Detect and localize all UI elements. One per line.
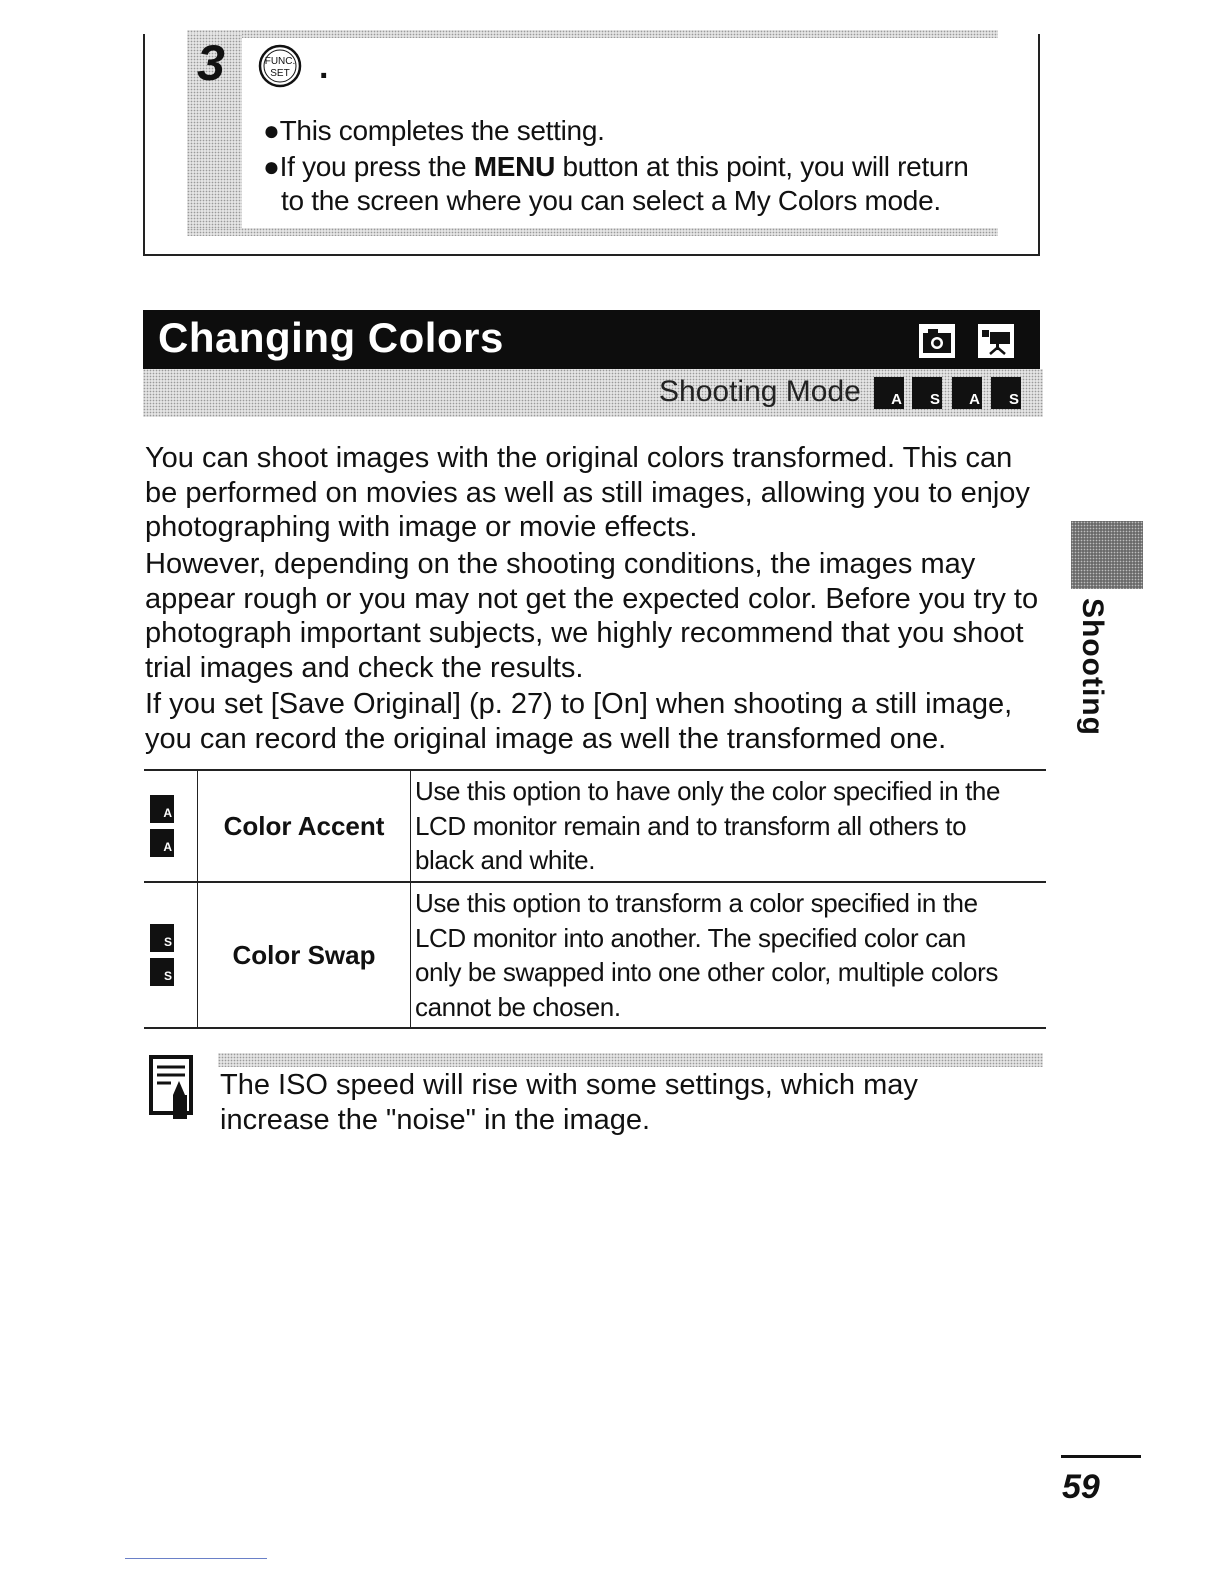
section-tab-label: Shooting xyxy=(1076,598,1109,736)
desc-line: LCD monitor into another. The specified color can xyxy=(415,922,966,953)
movie-icon xyxy=(978,324,1014,358)
color-swap-icon: S xyxy=(150,924,174,952)
movie-color-swap-icon: S xyxy=(991,377,1021,409)
func-set-button-icon xyxy=(258,44,302,88)
warning-paragraph: However, depending on the shooting conditions, the images may appear rough or you may not get the expected color. Before you try to photograph important subjects, we highly recommend that you shoot trial images and check the results. xyxy=(145,548,1039,684)
table-row xyxy=(144,882,1046,1028)
desc-line: only be swapped into one other color, multiple colors xyxy=(415,957,998,987)
movie-color-swap-icon: S xyxy=(150,958,174,986)
bullet-icon: ● xyxy=(263,115,280,146)
note-icon xyxy=(149,1055,197,1121)
step-bullet-2 xyxy=(263,150,969,184)
footer-rule xyxy=(125,1558,267,1559)
color-accent-icon: A xyxy=(874,377,904,409)
step-box-bottom-shading xyxy=(187,228,998,236)
mode-description xyxy=(411,882,1047,1028)
menu-button-label: MENU xyxy=(473,151,555,182)
section-title: Changing Colors xyxy=(158,314,504,361)
color-accent-icon: A xyxy=(150,795,174,823)
row-icons xyxy=(144,882,198,1028)
intro-paragraph: You can shoot images with the original colors transformed. This can be performed on movies as well as still images, allowing you to enjoy photographing with image or movie effects. xyxy=(145,442,1030,543)
step-bullet-1 xyxy=(263,114,605,148)
step-bullet-2-pre: If you press the xyxy=(279,151,474,182)
save-original-paragraph: If you set [Save Original] (p. 27) to [On] when shooting a still image, you can record the original image as well the transformed one. xyxy=(145,688,1013,755)
page-number: 59 xyxy=(1062,1468,1100,1506)
row-icons xyxy=(144,770,198,882)
step-period: . xyxy=(319,48,329,86)
step-number: 3 xyxy=(197,35,225,91)
bullet-icon: ● xyxy=(263,151,280,182)
step-bullet-2-line-2: to the screen where you can select a My Colors mode. xyxy=(281,185,941,216)
svg-text:FUNC.: FUNC. xyxy=(264,56,296,67)
table-row xyxy=(144,770,1046,882)
mode-description xyxy=(411,770,1047,882)
mode-name: Color Accent xyxy=(198,770,411,882)
desc-line: cannot be chosen. xyxy=(415,991,621,1022)
shooting-mode-strip xyxy=(143,369,1043,417)
page-number-rule xyxy=(1061,1455,1141,1458)
step-bullet-2-post: button at this point, you will return xyxy=(555,151,969,182)
note-shading xyxy=(218,1053,1043,1067)
step-bullet-1-text: This completes the setting. xyxy=(279,115,605,146)
note-text: The ISO speed will rise with some settings, which may increase the "noise" in the image. xyxy=(220,1069,918,1136)
section-header xyxy=(143,310,1040,369)
step-box xyxy=(143,34,1040,256)
desc-line: black and white. xyxy=(415,845,596,876)
desc-line: Use this option to transform a color specified in the xyxy=(415,888,978,918)
step-box-top-shading xyxy=(187,30,998,38)
desc-line: LCD monitor remain and to transform all others to xyxy=(415,810,967,841)
movie-color-accent-icon: A xyxy=(952,377,982,409)
section-tab-marker xyxy=(1071,521,1143,589)
color-swap-icon: S xyxy=(912,377,942,409)
camera-icon xyxy=(919,324,955,358)
color-mode-table xyxy=(144,769,1046,1029)
movie-color-accent-icon: A xyxy=(150,829,174,857)
mode-name: Color Swap xyxy=(198,882,411,1028)
desc-line: Use this option to have only the color specified in the xyxy=(415,776,1001,807)
shooting-mode-label: Shooting Mode xyxy=(659,375,861,408)
svg-text:SET: SET xyxy=(270,68,290,79)
